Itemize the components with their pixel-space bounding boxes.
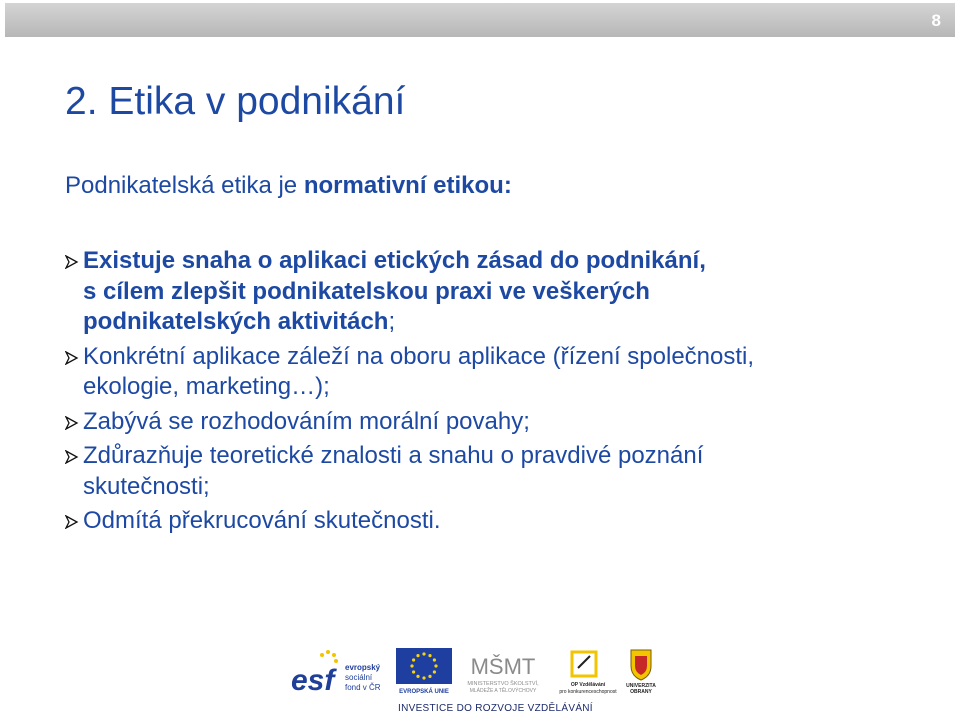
slide-title: 2. Etika v podnikání xyxy=(65,80,406,123)
page-number: 8 xyxy=(931,11,941,30)
eu-label: EVROPSKÁ UNIE xyxy=(399,689,449,695)
msmt-line1: MINISTERSTVO ŠKOLSTVÍ, xyxy=(467,681,539,687)
footer-slogan: INVESTICE DO ROZVOJE VZDĚLÁVÁNÍ xyxy=(398,703,593,714)
msmt-mark: MŠMT xyxy=(470,654,536,679)
op-line2: pro konkurenceschopnost xyxy=(559,689,617,695)
msmt-logo xyxy=(458,646,548,696)
esf-line1: evropský xyxy=(345,663,381,672)
bullet-item xyxy=(65,407,925,438)
subtitle-prefix: Podnikatelská etika je xyxy=(65,172,304,199)
arrow-bullet-icon xyxy=(65,255,79,269)
subtitle-emphasis: normativní etikou: xyxy=(303,172,512,199)
bullet-continuation xyxy=(65,472,925,503)
op-line1: OP Vzdělávání xyxy=(570,682,606,688)
bullet-text: Odmítá překrucování skutečnosti. xyxy=(83,507,441,534)
eu-flag-logo xyxy=(394,646,454,696)
bullet-text: podnikatelských aktivitách xyxy=(83,308,389,335)
slide-subtitle xyxy=(65,172,512,200)
bullet-text: ekologie, marketing…); xyxy=(83,373,330,400)
university-logo xyxy=(623,646,659,696)
funding-logos xyxy=(290,646,660,698)
bullet-text: s cílem zlepšit podnikatelskou praxi ve veškerých xyxy=(83,277,650,305)
bullet-continuation xyxy=(65,277,925,308)
bullet-list xyxy=(65,246,925,537)
uni-line1: UNIVERZITA xyxy=(626,683,656,689)
msmt-line2: MLÁDEŽE A TĚLOVÝCHOVY xyxy=(469,688,537,694)
bullet-item xyxy=(65,441,925,472)
uni-line2: OBRANY xyxy=(630,689,652,695)
header-bar xyxy=(5,3,955,37)
arrow-bullet-icon xyxy=(65,416,79,430)
bullet-continuation xyxy=(65,372,925,403)
bullet-text: skutečnosti; xyxy=(83,472,210,500)
bullet-text: Zdůrazňuje teoretické znalosti a snahu o pravdivé poznání xyxy=(83,442,704,469)
bullet-item xyxy=(65,506,925,537)
esf-logo xyxy=(290,646,385,696)
bullet-item xyxy=(65,246,925,277)
op-logo xyxy=(558,646,618,696)
esf-mark: esf xyxy=(291,664,335,696)
arrow-bullet-icon xyxy=(65,351,79,365)
arrow-bullet-icon xyxy=(65,515,79,529)
bullet-continuation xyxy=(65,307,925,338)
bullet-text: Existuje snaha o aplikaci etických zásad do podnikání, xyxy=(83,247,706,274)
esf-line2: sociální xyxy=(345,673,373,682)
bullet-suffix: ; xyxy=(388,308,396,335)
esf-line3: fond v ČR xyxy=(345,683,381,692)
bullet-text: Konkrétní aplikace záleží na oboru aplikace (řízení společnosti, xyxy=(83,342,755,370)
bullet-item xyxy=(65,342,925,373)
bullet-text: Zabývá se rozhodováním morální povahy; xyxy=(83,407,530,435)
arrow-bullet-icon xyxy=(65,450,79,464)
